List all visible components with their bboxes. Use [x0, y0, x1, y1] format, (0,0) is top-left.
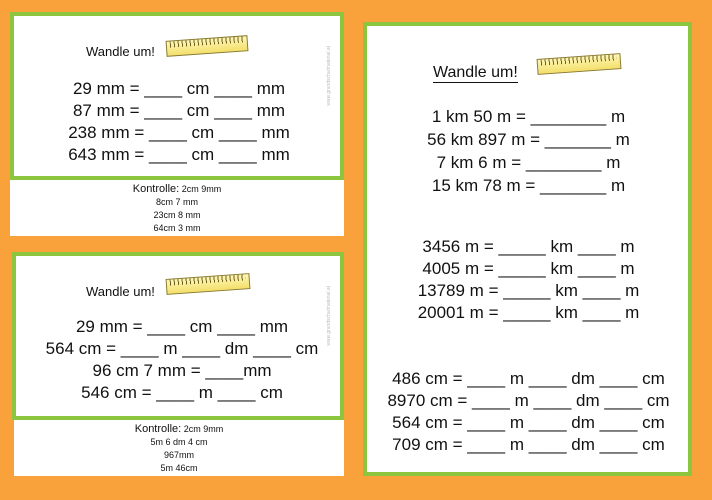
exercise-line: 643 mm = ____ cm ____ mm	[68, 145, 290, 164]
exercise-line: 56 km 897 m = _______ m	[427, 130, 630, 149]
control-box-2	[14, 420, 344, 476]
exercise-line: 29 mm = ____ cm ____ mm	[72, 79, 286, 98]
control-header	[10, 182, 344, 196]
exercise-card-1	[10, 12, 344, 180]
exercise-line: 13789 m = _____ km ____ m	[417, 281, 640, 300]
exercise-card-2	[12, 252, 344, 420]
control-answer: 967mm	[163, 450, 194, 460]
ruler-icon	[166, 273, 251, 295]
card-1-exercises	[14, 78, 340, 166]
exercise-card-3	[363, 22, 692, 476]
exercise-line: 3456 m = _____ km ____ m	[422, 237, 635, 256]
control-answer: 5m 46cm	[160, 463, 198, 473]
exercise-line: 238 mm = ____ cm ____ mm	[68, 123, 290, 142]
cm-to-m-dm-exercises	[367, 368, 688, 456]
ruler-icon	[537, 53, 622, 75]
exercise-line: 1 km 50 m = ________ m	[431, 107, 626, 126]
control-label: Kontrolle:	[132, 183, 180, 195]
card-1-title: Wandle um!	[86, 44, 155, 59]
control-answer: 5m 6 dm 4 cm	[150, 437, 208, 447]
exercise-line: 29 mm = ____ cm ____ mm	[75, 317, 289, 336]
exercise-line: 709 cm = ____ m ____ dm ____ cm	[392, 435, 665, 454]
card-2-watermark: www.grundschulmaterial.at	[326, 286, 332, 346]
exercise-line: 486 cm = ____ m ____ dm ____ cm	[392, 369, 665, 388]
exercise-line: 96 cm 7 mm = ____mm	[92, 361, 272, 380]
control-answer: 23cm 8 mm	[153, 210, 201, 220]
exercise-line: 4005 m = _____ km ____ m	[422, 259, 635, 278]
exercise-line: 15 km 78 m = _______ m	[431, 176, 626, 195]
card-3-title-text: Wandle um!	[433, 64, 518, 81]
exercise-line: 20001 m = _____ km ____ m	[417, 303, 640, 322]
m-to-km-exercises	[367, 236, 688, 324]
exercise-line: 8970 cm = ____ m ____ dm ____ cm	[387, 391, 670, 410]
control-answer: 64cm 3 mm	[153, 223, 201, 233]
exercise-line: 87 mm = ____ cm ____ mm	[72, 101, 286, 120]
card-3-title	[433, 64, 518, 82]
control-label: Kontrolle:	[134, 423, 182, 435]
card-1-watermark: www.grundschulmaterial.at	[326, 46, 332, 106]
control-answer: 8cm 7 mm	[155, 197, 198, 207]
control-answer: 2cm 9mm	[183, 424, 224, 434]
km-to-m-exercises	[367, 105, 688, 197]
card-2-title: Wandle um!	[86, 284, 155, 299]
control-header	[14, 422, 344, 436]
card-2-exercises	[16, 316, 340, 404]
exercise-line: 564 cm = ____ m ____ dm ____ cm	[392, 413, 665, 432]
exercise-line: 546 cm = ____ m ____ cm	[81, 383, 283, 402]
ruler-icon	[166, 35, 249, 57]
control-box-1	[10, 180, 344, 236]
control-answer: 2cm 9mm	[181, 184, 222, 194]
exercise-line: 7 km 6 m = ________ m	[436, 153, 621, 172]
exercise-line: 564 cm = ____ m ____ dm ____ cm	[45, 339, 319, 358]
